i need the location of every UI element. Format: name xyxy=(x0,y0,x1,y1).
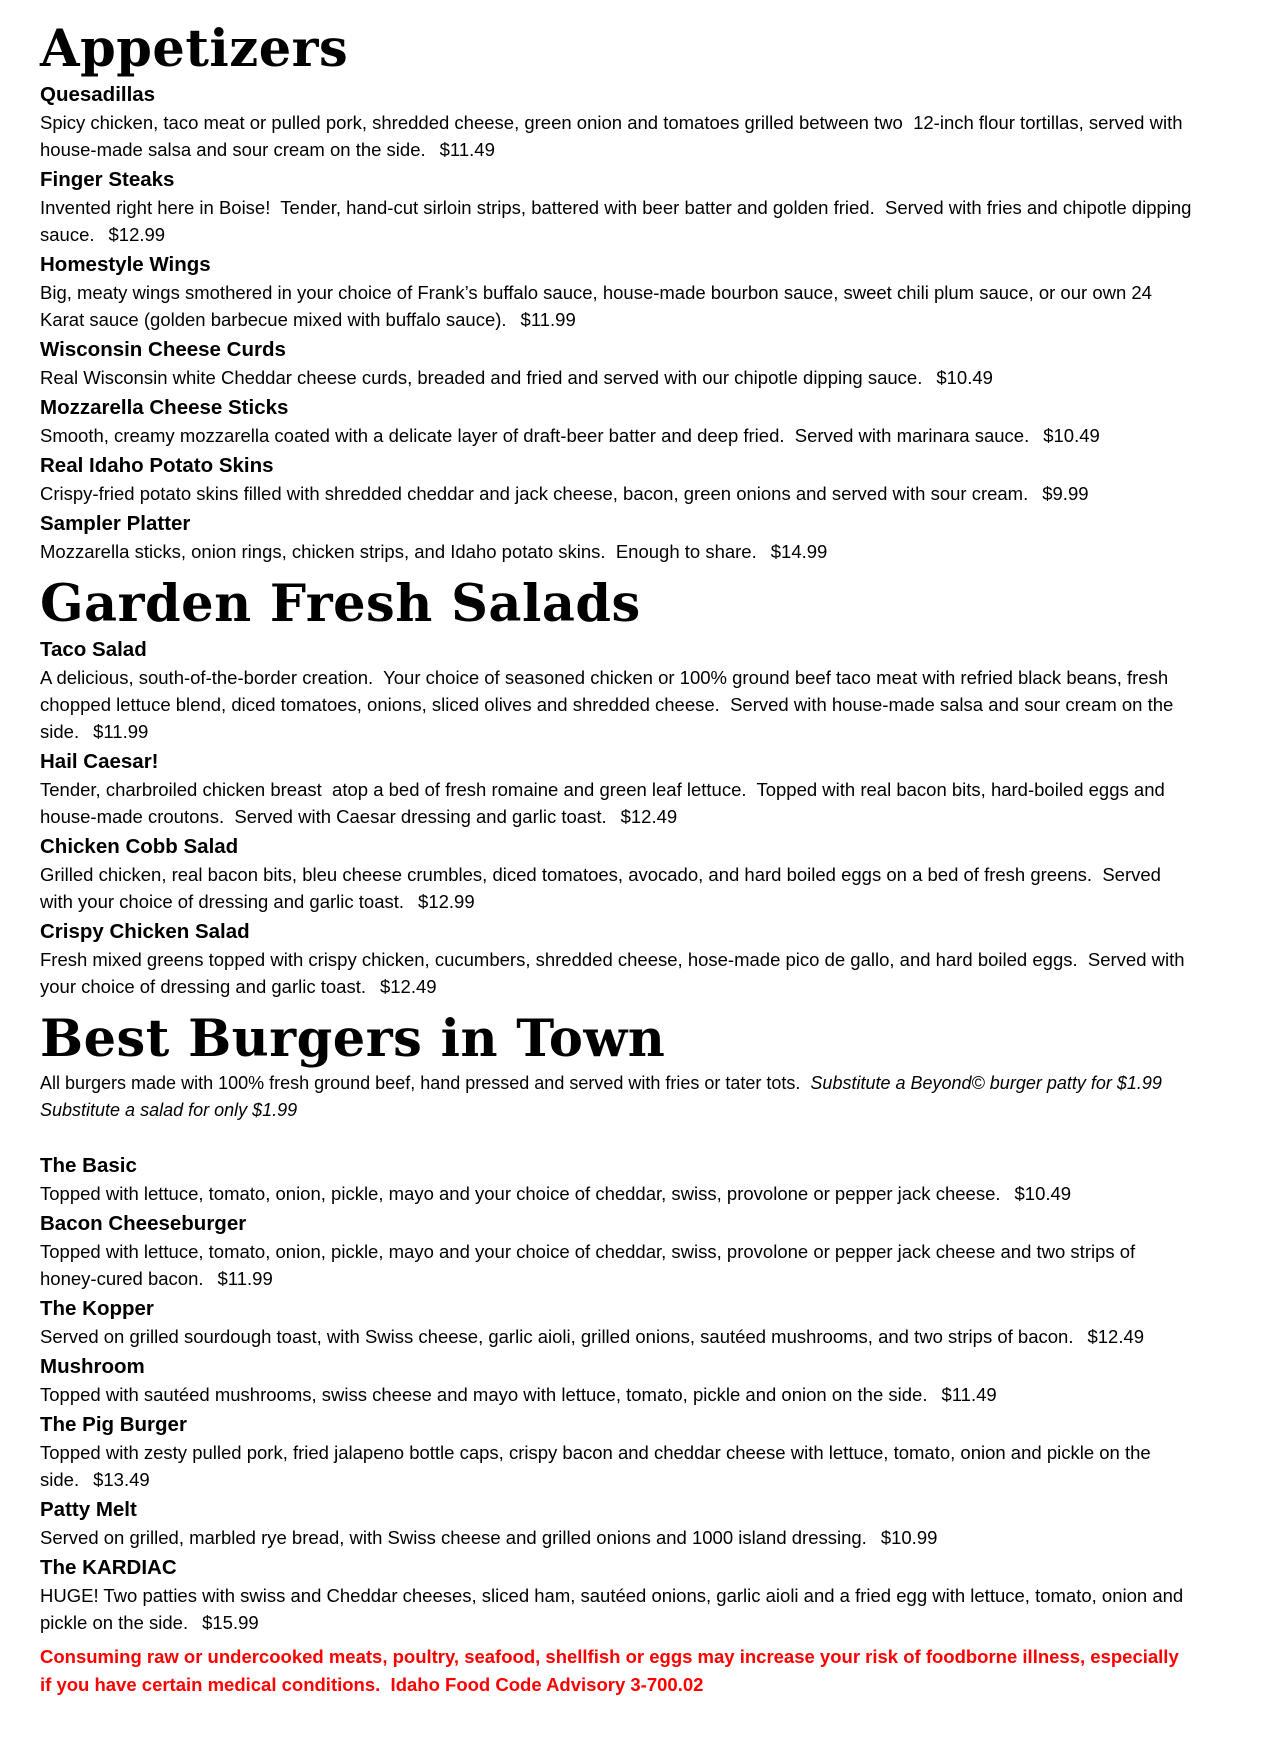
item-price: $11.99 xyxy=(520,309,576,330)
food-safety-disclaimer: Consuming raw or undercooked meats, poultry, seafood, shellfish or eggs may increase your risk of foodborne illness, especially if you have certain medical conditions. Idaho Food Code Advisory 3-700.02 xyxy=(40,1646,1184,1695)
item-description-text: Served on grilled sourdough toast, with Swiss cheese, garlic aioli, grilled onions, sautéed mushrooms, and two strips of bacon. xyxy=(40,1326,1074,1347)
item-name: Homestyle Wings xyxy=(40,253,211,276)
item-name: The Pig Burger xyxy=(40,1413,187,1436)
item-name: Quesadillas xyxy=(40,83,156,106)
menu-item-sampler-platter xyxy=(40,509,1195,565)
item-price: $10.99 xyxy=(880,1527,938,1548)
item-name: Mozzarella Cheese Sticks xyxy=(40,396,289,419)
item-description xyxy=(40,1238,1195,1292)
item-price: $12.49 xyxy=(1087,1326,1145,1347)
item-name: Taco Salad xyxy=(40,638,147,661)
item-description-text: Crispy-fried potato skins filled with shredded cheddar and jack cheese, bacon, green onions and served with sour cream. xyxy=(40,483,1029,504)
item-description xyxy=(40,1180,1195,1207)
menu-item-chicken-cobb-salad xyxy=(40,832,1195,915)
menu-item-mushroom xyxy=(40,1352,1195,1408)
menu-item-the-kardiac xyxy=(40,1553,1195,1636)
section-title-appetizers: Appetizers xyxy=(40,19,349,79)
menu-item-crispy-chicken-salad xyxy=(40,917,1195,1000)
item-description-text: Grilled chicken, real bacon bits, bleu cheese crumbles, diced tomatoes, avocado, and hard boiled eggs on a bed of fresh greens. Served with your choice of dressing and garlic toast. xyxy=(40,864,1167,912)
item-price: $10.49 xyxy=(1043,425,1100,446)
item-price: $14.99 xyxy=(770,541,828,562)
item-description-text: Real Wisconsin white Cheddar cheese curds, breaded and fried and served with our chipotle dipping sauce. xyxy=(40,367,923,388)
item-description xyxy=(40,279,1195,333)
item-description xyxy=(40,109,1195,163)
burgers-substitution-note: Substitute a Beyond© burger patty for $1.99 Substitute a salad for only $1.99 xyxy=(40,1073,1172,1120)
item-price: $15.99 xyxy=(202,1612,259,1633)
item-description-text: Big, meaty wings smothered in your choice of Frank’s buffalo sauce, house-made bourbon sauce, sweet chili plum sauce, or our own 24 Karat sauce (golden barbecue mixed with buffalo sauce). xyxy=(40,282,1158,330)
menu-item-taco-salad xyxy=(40,635,1195,745)
item-name: The KARDIAC xyxy=(40,1556,177,1579)
item-description-text: Topped with lettuce, tomato, onion, pickle, mayo and your choice of cheddar, swiss, provolone or pepper jack cheese and two strips of honey-cured bacon. xyxy=(40,1241,1141,1289)
item-name: Hail Caesar! xyxy=(40,750,159,773)
item-description-text: Invented right here in Boise! Tender, hand-cut sirloin strips, battered with beer batter and golden fried. Served with fries and chipotle dipping sauce. xyxy=(40,197,1197,245)
menu-item-quesadillas xyxy=(40,80,1195,163)
item-description-text: Topped with sautéed mushrooms, swiss cheese and mayo with lettuce, tomato, pickle and onion on the side. xyxy=(40,1384,928,1405)
item-name: The Basic xyxy=(40,1154,137,1177)
menu-item-the-pig-burger xyxy=(40,1410,1195,1493)
item-price: $10.49 xyxy=(1014,1183,1072,1204)
item-description xyxy=(40,1381,1195,1408)
menu-item-the-kopper xyxy=(40,1294,1195,1350)
item-name: Bacon Cheeseburger xyxy=(40,1212,247,1235)
burgers-intro xyxy=(40,1070,1195,1124)
item-description xyxy=(40,946,1195,1000)
item-price: $13.49 xyxy=(93,1469,150,1490)
item-description xyxy=(40,664,1195,745)
item-name: Sampler Platter xyxy=(40,512,191,535)
item-price: $12.99 xyxy=(418,891,475,912)
item-price: $12.99 xyxy=(108,224,166,245)
item-name: Finger Steaks xyxy=(40,168,175,191)
item-name: Real Idaho Potato Skins xyxy=(40,454,274,477)
section-title-burgers: Best Burgers in Town xyxy=(40,1009,666,1069)
item-description xyxy=(40,1524,1195,1551)
item-description xyxy=(40,861,1195,915)
item-price: $11.49 xyxy=(439,139,495,160)
item-price: $9.99 xyxy=(1042,483,1089,504)
menu-item-patty-melt xyxy=(40,1495,1195,1551)
item-description xyxy=(40,538,1195,565)
item-description-text: Smooth, creamy mozzarella coated with a delicate layer of draft-beer batter and deep fried. Served with marinara sauce. xyxy=(40,425,1030,446)
item-description-text: Topped with lettuce, tomato, onion, pickle, mayo and your choice of cheddar, swiss, provolone or pepper jack cheese. xyxy=(40,1183,1001,1204)
item-description-text: Fresh mixed greens topped with crispy chicken, cucumbers, shredded cheese, hose-made pico de gallo, and hard boiled eggs. Served with your choice of dressing and garlic toast. xyxy=(40,949,1190,997)
menu-item-hail-caesar xyxy=(40,747,1195,830)
item-description-text: Tender, charbroiled chicken breast atop a bed of fresh romaine and green leaf lettuce. Topped with real bacon bits, hard-boiled eggs and house-made croutons. Served with Caesar dressing and garlic toast. xyxy=(40,779,1170,827)
item-name: Patty Melt xyxy=(40,1498,137,1521)
item-description xyxy=(40,1323,1195,1350)
menu-item-the-basic xyxy=(40,1151,1195,1207)
item-name: The Kopper xyxy=(40,1297,154,1320)
item-description-text: A delicious, south-of-the-border creation. Your choice of seasoned chicken or 100% ground beef taco meat with refried black beans, fresh chopped lettuce blend, diced tomatoes, onions, sliced olives and shredded cheese. Served with house-made salsa and sour cream on the side. xyxy=(40,667,1179,742)
menu-item-homestyle-wings xyxy=(40,250,1195,333)
item-description xyxy=(40,480,1195,507)
item-description-text: Served on grilled, marbled rye bread, with Swiss cheese and grilled onions and 1000 island dressing. xyxy=(40,1527,867,1548)
menu-item-mozzarella-cheese-sticks xyxy=(40,393,1195,449)
item-description-text: Topped with zesty pulled pork, fried jalapeno bottle caps, crispy bacon and cheddar cheese with lettuce, tomato, onion and pickle on the side. xyxy=(40,1442,1156,1490)
section-appetizers xyxy=(40,19,1197,565)
item-description-text: HUGE! Two patties with swiss and Cheddar cheeses, sliced ham, sautéed onions, garlic aioli and a fried egg with lettuce, tomato, onion and pickle on the side. xyxy=(40,1585,1189,1633)
item-name: Mushroom xyxy=(40,1355,145,1378)
item-description xyxy=(40,1582,1195,1636)
item-name: Wisconsin Cheese Curds xyxy=(40,338,286,361)
menu-item-finger-steaks xyxy=(40,165,1195,248)
section-title-salads: Garden Fresh Salads xyxy=(40,574,641,634)
item-price: $12.49 xyxy=(379,976,437,997)
item-name: Chicken Cobb Salad xyxy=(40,835,239,858)
menu-item-real-idaho-potato-skins xyxy=(40,451,1195,507)
item-description xyxy=(40,422,1195,449)
item-description xyxy=(40,776,1195,830)
item-description xyxy=(40,1439,1195,1493)
section-salads xyxy=(40,574,1195,1000)
item-price: $11.99 xyxy=(217,1268,273,1289)
item-price: $12.49 xyxy=(620,806,678,827)
item-price: $10.49 xyxy=(936,367,993,388)
item-price: $11.99 xyxy=(93,721,149,742)
menu-item-bacon-cheeseburger xyxy=(40,1209,1195,1292)
item-price: $11.49 xyxy=(941,1384,997,1405)
item-name: Crispy Chicken Salad xyxy=(40,920,250,943)
item-description-text: Spicy chicken, taco meat or pulled pork, shredded cheese, green onion and tomatoes grilled between two 12-inch flour tortillas, served with house-made salsa and sour cream on the side. xyxy=(40,112,1188,160)
item-description xyxy=(40,194,1195,248)
section-burgers xyxy=(40,1009,1195,1636)
item-description xyxy=(40,364,1195,391)
item-description-text: Mozzarella sticks, onion rings, chicken strips, and Idaho potato skins. Enough to share. xyxy=(40,541,757,562)
menu-item-wisconsin-cheese-curds xyxy=(40,335,1195,391)
burgers-intro-text: All burgers made with 100% fresh ground beef, hand pressed and served with fries or tater tots. xyxy=(40,1073,801,1093)
